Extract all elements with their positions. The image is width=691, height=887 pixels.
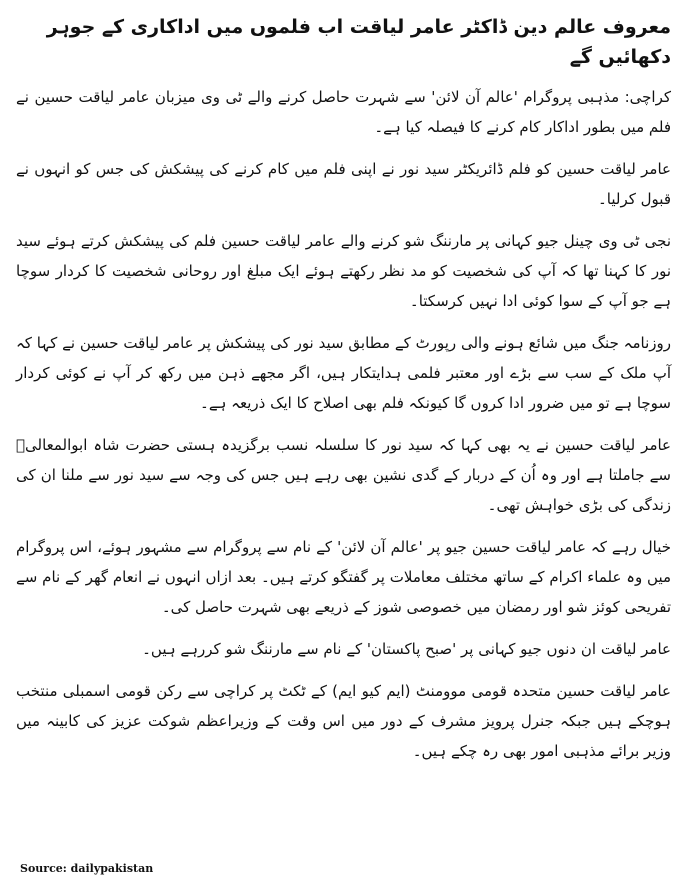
paragraph-1: کراچی: مذہبی پروگرام 'عالم آن لائن' سے شہرت حاصل کرنے والے ٹی وی میزبان عامر لیاقت حسین نے فلم میں بطور اداکار کام کرنے کا فیصلہ کیا ہے۔: [16, 88, 671, 136]
source-credit: Source: dailypakistan: [20, 862, 154, 875]
paragraph-7: عامر لیاقت ان دنوں جیو کہانی پر 'صبح پاکستان' کے نام سے مارننگ شو کررہے ہیں۔: [142, 640, 671, 658]
paragraph-4: روزنامہ جنگ میں شائع ہونے والی رپورٹ کے مطابق سید نور کی پیشکش پر عامر لیاقت حسین نے کہا کہ آپ ملک کے سب سے بڑے اور معتبر فلمی ہدایتکار ہیں، اگر مجھے ذہن میں رکھ کر آپ نے کوئی کردار سوچا ہے تو میں ضرور ادا کروں گا کیونکہ فلم بھی اصلاح کا ایک ذریعہ ہے۔: [16, 334, 671, 412]
paragraph-3: نجی ٹی وی چینل جیو کہانی پر مارننگ شو کرنے والے عامر لیاقت حسین فلم کی پیشکش کرتے ہوئے سید نور کا کہنا تھا کہ آپ کی شخصیت کو مد نظر رکھتے ہوئے ایک مبلغ اور روحانی شخصیت کا کردار سوچا ہے جو آپ کے سوا کوئی ادا نہیں کرسکتا۔: [16, 232, 671, 310]
paragraph-5: عامر لیاقت حسین نے یہ بھی کہا کہ سید نور کا سلسلہ نسب برگزیدہ ہستی حضرت شاہ ابوالمعالیؒ سے جاملتا ہے اور وہ اُن کے دربار کے گدی نشین بھی رہے ہیں جس کی وجہ سے سید نور سے ملنا ان کی زندگی کی بڑی خواہش تھی۔: [16, 436, 671, 514]
article-headline: معروف عالم دین ڈاکٹر عامر لیاقت اب فلموں میں اداکاری کے جوہر دکھائیں گے: [46, 16, 671, 68]
article-body: [16, 82, 671, 766]
paragraph-8: عامر لیاقت حسین متحدہ قومی موومنٹ (ایم کیو ایم) کے ٹکٹ پر کراچی سے رکن قومی اسمبلی منتخب ہوچکے ہیں جبکہ جنرل پرویز مشرف کے دور میں اس وقت کے وزیراعظم شوکت عزیز کی کابینہ میں وزیر برائے مذہبی امور بھی رہ چکے ہیں۔: [16, 682, 671, 760]
paragraph-2: عامر لیاقت حسین کو فلم ڈائریکٹر سید نور نے اپنی فلم میں کام کرنے کی پیشکش کی جس کو انہوں نے قبول کرلیا۔: [16, 160, 671, 208]
paragraph-6: خیال رہے کہ عامر لیاقت حسین جیو پر 'عالم آن لائن' کے نام سے پروگرام سے مشہور ہوئے، اس پروگرام میں وہ علماء اکرام کے ساتھ مختلف معاملات پر گفتگو کرتے ہیں۔ بعد ازاں انہوں نے انعام گھر کے نام سے تفریحی کوئز شو اور رمضان میں خصوصی شوز کے ذریعے بھی شہرت حاصل کی۔: [16, 538, 671, 616]
